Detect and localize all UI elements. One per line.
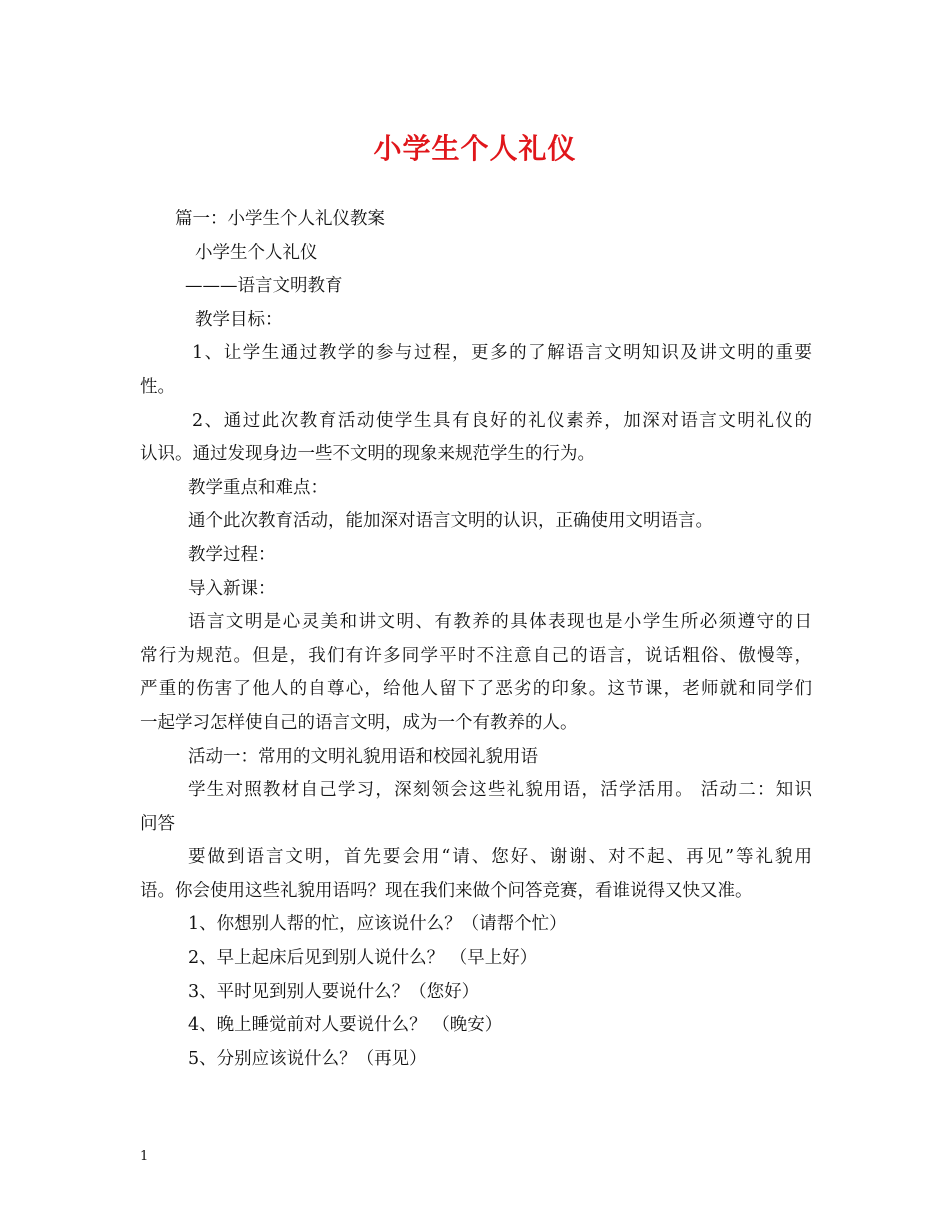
body-line: 通个此次教育活动，能加深对语言文明的认识，正确使用文明语言。: [188, 511, 713, 532]
body-line: ———语言文明教育: [185, 276, 343, 297]
body-line: 1、让学生通过教学的参与过程，更多的了解语言文明知识及讲文明的重要: [192, 343, 812, 364]
body-line: 教学目标：: [195, 309, 283, 330]
body-line: 2、通过此次教育活动使学生具有良好的礼仪素养，加深对语言文明礼仪的: [192, 410, 812, 431]
body-line: 3、平时见到别人要说什么？（您好）: [188, 981, 480, 1002]
body-line: 学生对照教材自己学习，深刻领会这些礼貌用语，活学活用。 活动二：知识: [188, 780, 812, 801]
body-line: 问答: [140, 813, 175, 834]
body-line: 要做到语言文明，首先要会用“请、您好、谢谢、对不起、再见”等礼貌用: [188, 847, 812, 868]
body-line: 认识。通过发现身边一些不文明的现象来规范学生的行为。: [140, 444, 595, 465]
body-line: 5、分别应该说什么？（再见）: [188, 1048, 427, 1069]
body-line: 教学过程：: [188, 544, 276, 565]
body-line: 活动一：常用的文明礼貌用语和校园礼貌用语: [188, 746, 538, 767]
document-title: 小学生个人礼仪: [373, 132, 577, 165]
body-line: 2、早上起床后见到别人说什么？ （早上好）: [188, 948, 538, 969]
body-line: 小学生个人礼仪: [195, 242, 318, 263]
body-line: 语。你会使用这些礼貌用语吗？现在我们来做个问答竞赛，看谁说得又快又准。: [140, 880, 753, 901]
body-line: 性。: [140, 376, 175, 397]
body-line: 1、你想别人帮的忙，应该说什么？（请帮个忙）: [188, 914, 567, 935]
body-line: 严重的伤害了他人的自尊心，给他人留下了恶劣的印象。这节课，老师就和同学们: [140, 679, 812, 700]
body-line: 教学重点和难点：: [188, 477, 328, 498]
document-body: [140, 203, 812, 1076]
body-line: 篇一：小学生个人礼仪教案: [175, 209, 385, 229]
page-number: 1: [140, 1149, 149, 1164]
body-line: 常行为规范。但是，我们有许多同学平时不注意自己的语言，说话粗俗、傲慢等，: [140, 645, 812, 666]
body-line: 一起学习怎样使自己的语言文明，成为一个有教养的人。: [140, 712, 578, 733]
body-line: 4、晚上睡觉前对人要说什么？ （晚安）: [188, 1015, 503, 1036]
body-line: 导入新课：: [188, 578, 276, 599]
body-line: 语言文明是心灵美和讲文明、有教养的具体表现也是小学生所必须遵守的日: [188, 612, 812, 633]
